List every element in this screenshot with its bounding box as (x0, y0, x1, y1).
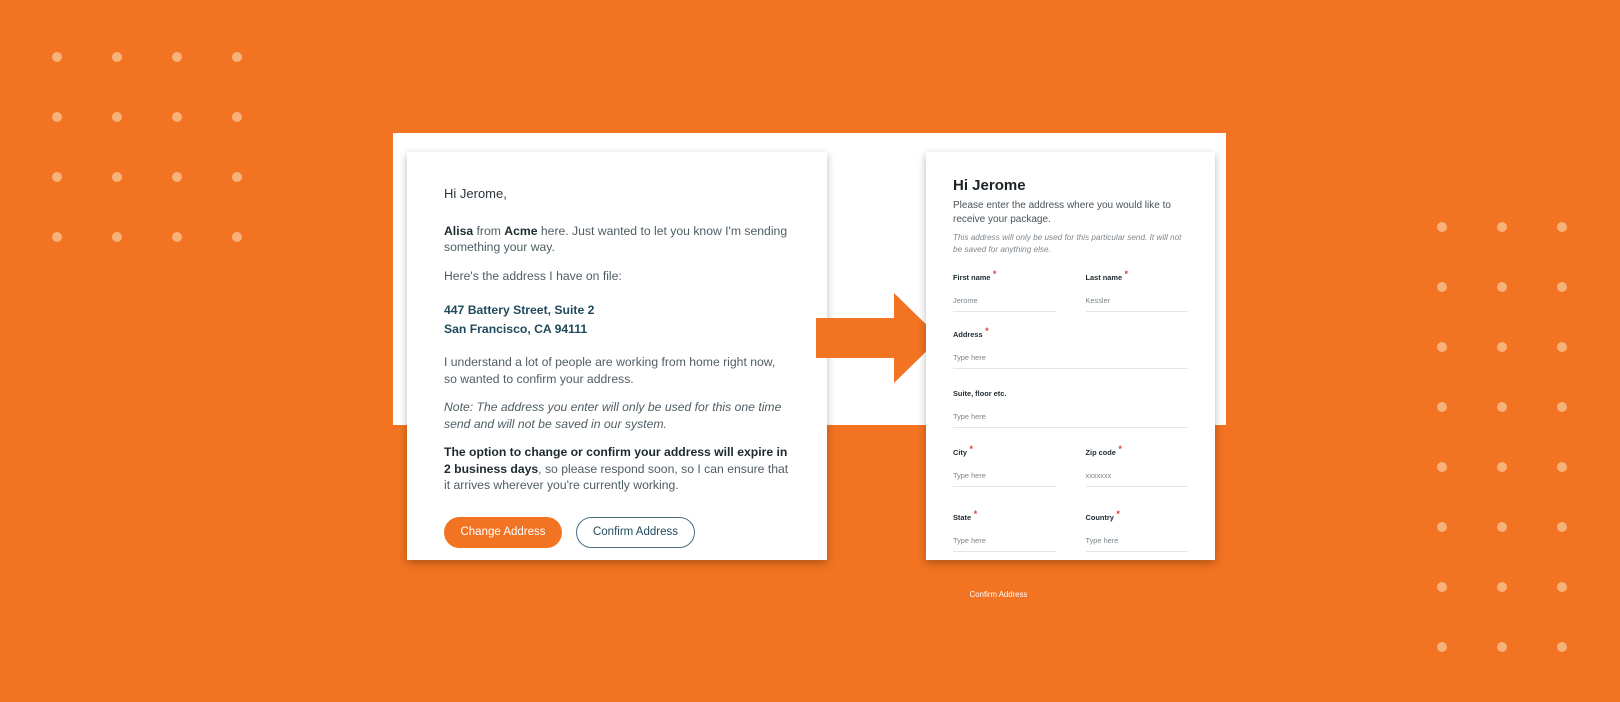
country-field[interactable] (1086, 507, 1189, 552)
change-address-button[interactable]: Change Address (444, 517, 562, 548)
email-intro (444, 223, 790, 256)
dot (1557, 282, 1567, 292)
dot (1497, 462, 1507, 472)
form-intro: Please enter the address where you would like to receive your package. (953, 200, 1171, 225)
dot (1437, 342, 1447, 352)
last-name-label (1085, 269, 1129, 282)
address-line-2: San Francisco, CA 94111 (444, 322, 588, 336)
confirm-address-button[interactable]: Confirm Address (576, 517, 695, 548)
dot (1557, 402, 1567, 412)
dot (232, 232, 242, 242)
last-name-value[interactable]: Kessler (1085, 296, 1111, 305)
last-name-field[interactable] (1086, 267, 1189, 312)
dot (112, 172, 122, 182)
file-text: Here's the address I have on file: (444, 268, 622, 283)
suite-input[interactable]: Type here (953, 412, 986, 421)
address-on-file (444, 301, 790, 339)
city-zip-row (953, 442, 1188, 487)
country-input[interactable]: Type here (1085, 536, 1119, 545)
dot (172, 52, 182, 62)
suite-field[interactable] (953, 383, 1188, 428)
dot (1497, 342, 1507, 352)
form-title: Hi Jerome (953, 177, 1026, 194)
company-name: Acme (504, 223, 538, 238)
dot (1437, 522, 1447, 532)
dot (1497, 642, 1507, 652)
city-input[interactable]: Type here (953, 471, 986, 480)
address-label-text: Address (953, 330, 983, 339)
dot (52, 112, 62, 122)
required-marker: * (985, 326, 989, 336)
first-name-label (953, 269, 997, 282)
country-label (1085, 509, 1120, 522)
dot (1437, 282, 1447, 292)
dot (1497, 282, 1507, 292)
suite-label: Suite, floor etc. (953, 389, 1007, 398)
city-label (953, 444, 973, 457)
dot (1497, 522, 1507, 532)
last-name-label-text: Last name (1085, 273, 1123, 282)
dot (1497, 582, 1507, 592)
dot (1557, 462, 1567, 472)
dot (1557, 342, 1567, 352)
state-country-row (953, 507, 1188, 552)
expiry-bold: The option to change or confirm your address will expire in 2 business days (444, 445, 788, 476)
arrow-right-icon (816, 293, 940, 383)
intro-rest: here. Just wanted to let you know I'm sending something your way. (444, 223, 788, 254)
dot (232, 112, 242, 122)
dot (1557, 522, 1567, 532)
dot (1437, 582, 1447, 592)
decorative-dots-left (52, 52, 242, 242)
form-confirm-address-button[interactable]: Confirm Address (953, 582, 1044, 606)
country-label-text: Country (1085, 513, 1114, 522)
dot (52, 52, 62, 62)
dot (1437, 402, 1447, 412)
dot (112, 52, 122, 62)
address-input[interactable]: Type here (953, 353, 986, 362)
dot (112, 232, 122, 242)
wfh-text: I understand a lot of people are working from home right now, so wanted to confirm your address. (444, 355, 776, 386)
state-label (953, 509, 978, 522)
required-marker: * (1118, 444, 1122, 454)
dot (232, 52, 242, 62)
dot (1497, 402, 1507, 412)
expiry-text (444, 444, 790, 494)
intro-from: from (473, 223, 505, 238)
dot (172, 172, 182, 182)
address-field[interactable] (953, 324, 1188, 369)
expiry-rest: , so please respond soon, so I can ensure that it arrives wherever you're currently working. (444, 461, 789, 492)
first-name-field[interactable] (953, 267, 1056, 312)
required-marker: * (973, 509, 978, 519)
address-label (953, 326, 989, 339)
city-field[interactable] (953, 442, 1056, 487)
name-row (953, 267, 1188, 312)
address-form-card (926, 152, 1215, 599)
required-marker: * (969, 444, 973, 454)
decorative-dots-right (1437, 222, 1567, 652)
first-name-label-text: First name (953, 273, 991, 282)
dot (52, 172, 62, 182)
dot (1437, 462, 1447, 472)
email-actions (444, 517, 790, 548)
dot (1497, 222, 1507, 232)
required-marker: * (1116, 509, 1120, 519)
dot (1557, 642, 1567, 652)
required-marker: * (1124, 269, 1129, 279)
dot (172, 232, 182, 242)
dot (112, 112, 122, 122)
dot (1557, 222, 1567, 232)
dot (52, 232, 62, 242)
zip-code-field[interactable] (1086, 442, 1189, 487)
form-note: This address will only be used for this particular send. It will not be saved for anything else. (953, 233, 1182, 254)
first-name-value[interactable]: Jerome (953, 296, 978, 305)
zip-code-input[interactable]: xxxxxxx (1085, 471, 1112, 480)
required-marker: * (992, 269, 997, 279)
address-line-1: 447 Battery Street, Suite 2 (444, 303, 595, 317)
dot (232, 172, 242, 182)
city-label-text: City (953, 448, 967, 457)
state-label-text: State (953, 513, 972, 522)
privacy-note: Note: The address you enter will only be used for this one time send and will not be saved in our system. (444, 400, 782, 431)
zip-code-label-text: Zip code (1085, 448, 1116, 457)
state-field[interactable] (953, 507, 1056, 552)
dot (1557, 582, 1567, 592)
sender-name: Alisa (444, 223, 474, 238)
state-input[interactable]: Type here (953, 536, 986, 545)
dot (1437, 222, 1447, 232)
zip-code-label (1085, 444, 1122, 457)
email-card (407, 152, 827, 560)
email-greeting: Hi Jerome, (444, 186, 507, 201)
dot (1437, 642, 1447, 652)
dot (172, 112, 182, 122)
